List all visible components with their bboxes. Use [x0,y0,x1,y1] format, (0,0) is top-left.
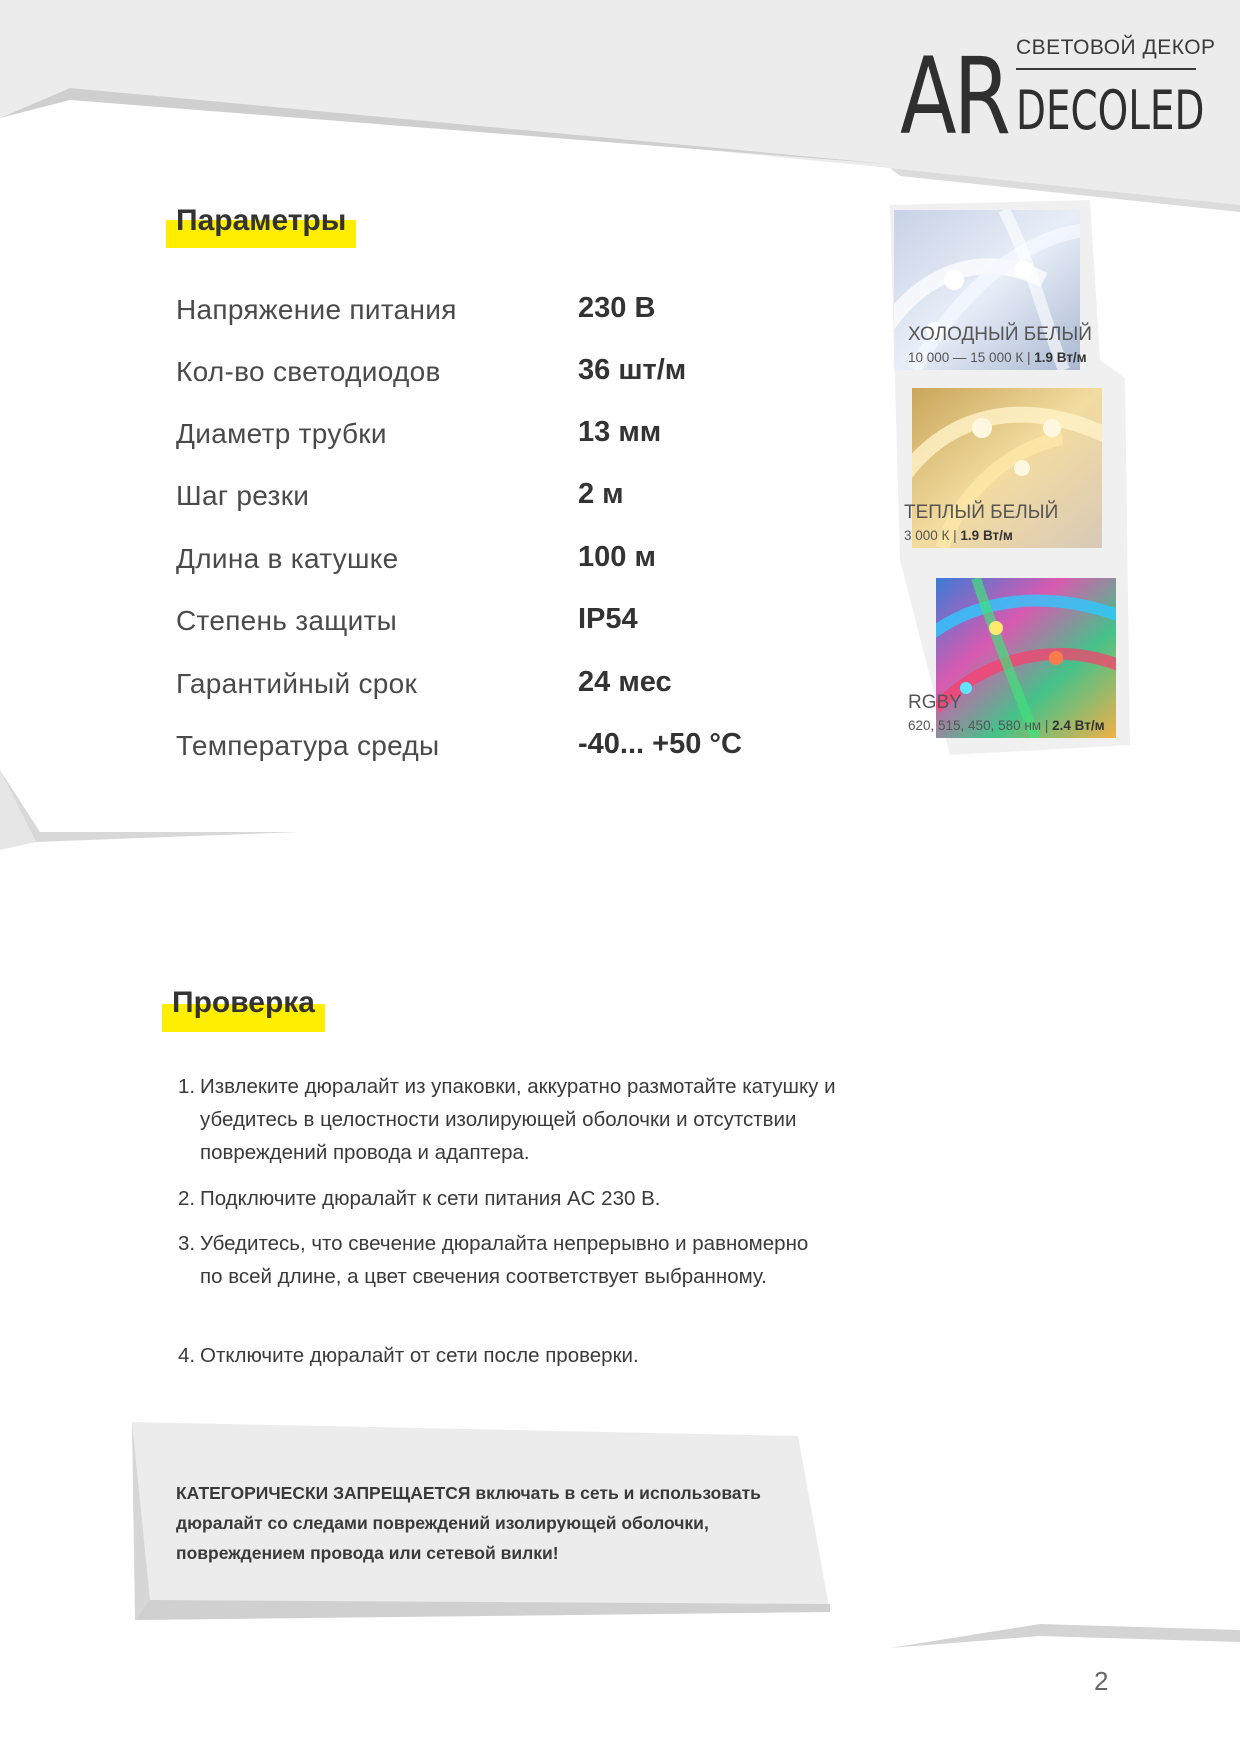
param-label: Диаметр трубки [176,418,387,449]
param-value: 13 мм [578,416,662,448]
swatch-power: 2.4 Вт/м [1052,718,1105,733]
parameters-title-text: Параметры [176,204,347,237]
swatch-label: ХОЛОДНЫЙ БЕЛЫЙ [908,324,1092,345]
swatch-spec-text: 10 000 — 15 000 К | [908,350,1031,365]
logo-name: DECOLED [1016,79,1205,142]
step-number: 2. [178,1187,196,1210]
param-row [176,668,796,708]
param-label: Степень защиты [176,605,398,636]
warning-body: включать в сеть и использовать дюралайт со следами повреждений изолирующей оболочки, повреждением провода или сетевой вилки! [176,1483,761,1563]
param-label: Гарантийный срок [176,668,418,699]
step-text: Убедитесь, что свечение дюралайта непрерывно и равномерно по всей длине, а цвет свечения соответствует выбранному. [200,1232,809,1288]
page-number: 2 [1094,1666,1109,1696]
step-text: Подключите дюралайт к сети питания AC 230 В. [200,1187,661,1210]
param-row [176,418,796,458]
check-title [162,986,325,1020]
rgby-swatch-image [936,578,1116,738]
param-value: -40... +50 °С [578,728,742,760]
swatch-label: ТЕПЛЫЙ БЕЛЫЙ [904,502,1059,523]
cold-white-swatch-image [894,210,1080,370]
swatch-spec [904,528,1013,543]
swatch-spec-text: 620, 515, 450, 580 нм | [908,718,1049,733]
logo-divider [1016,68,1196,70]
param-row [176,294,796,334]
param-value: 100 м [578,541,656,573]
param-row [176,605,796,645]
param-label: Напряжение питания [176,294,457,325]
logo-tagline: СВЕТОВОЙ ДЕКОР [1016,36,1216,59]
warning-emphasis: КАТЕГОРИЧЕСКИ ЗАПРЕЩАЕТСЯ [176,1483,471,1503]
swatch-spec [908,350,1087,365]
warm-white-swatch-image [912,388,1102,548]
param-label: Кол-во светодиодов [176,356,441,387]
swatch-power: 1.9 Вт/м [1034,350,1087,365]
step-number: 3. [178,1232,196,1255]
param-value: 36 шт/м [578,354,687,386]
param-value: 2 м [578,478,624,510]
param-value: 24 мес [578,666,672,698]
param-row [176,543,796,583]
param-label: Шаг резки [176,480,310,511]
param-row [176,480,796,520]
swatch-power: 1.9 Вт/м [960,528,1013,543]
param-row [176,356,796,396]
step-text: Извлеките дюралайт из упаковки, аккуратно размотайте катушку и убедитесь в целостности изолирующей оболочки и отсутствии повреждений провода и адаптера. [200,1075,836,1164]
param-value: IP54 [578,603,638,635]
step-number: 1. [178,1075,196,1098]
param-label: Длина в катушке [176,543,399,574]
warning-text [176,1478,816,1568]
swatch-label: RGBY [908,692,962,713]
check-title-text: Проверка [172,986,315,1019]
logo-mark: AR [900,35,1008,158]
parameters-title [166,204,356,238]
param-label: Температура среды [176,730,440,761]
swatch-spec-text: 3 000 К | [904,528,957,543]
param-value: 230 В [578,292,656,324]
step-number: 4. [178,1344,196,1367]
swatch-spec [908,718,1105,733]
step-text: Отключите дюралайт от сети после проверки. [200,1344,639,1367]
param-row [176,730,796,770]
